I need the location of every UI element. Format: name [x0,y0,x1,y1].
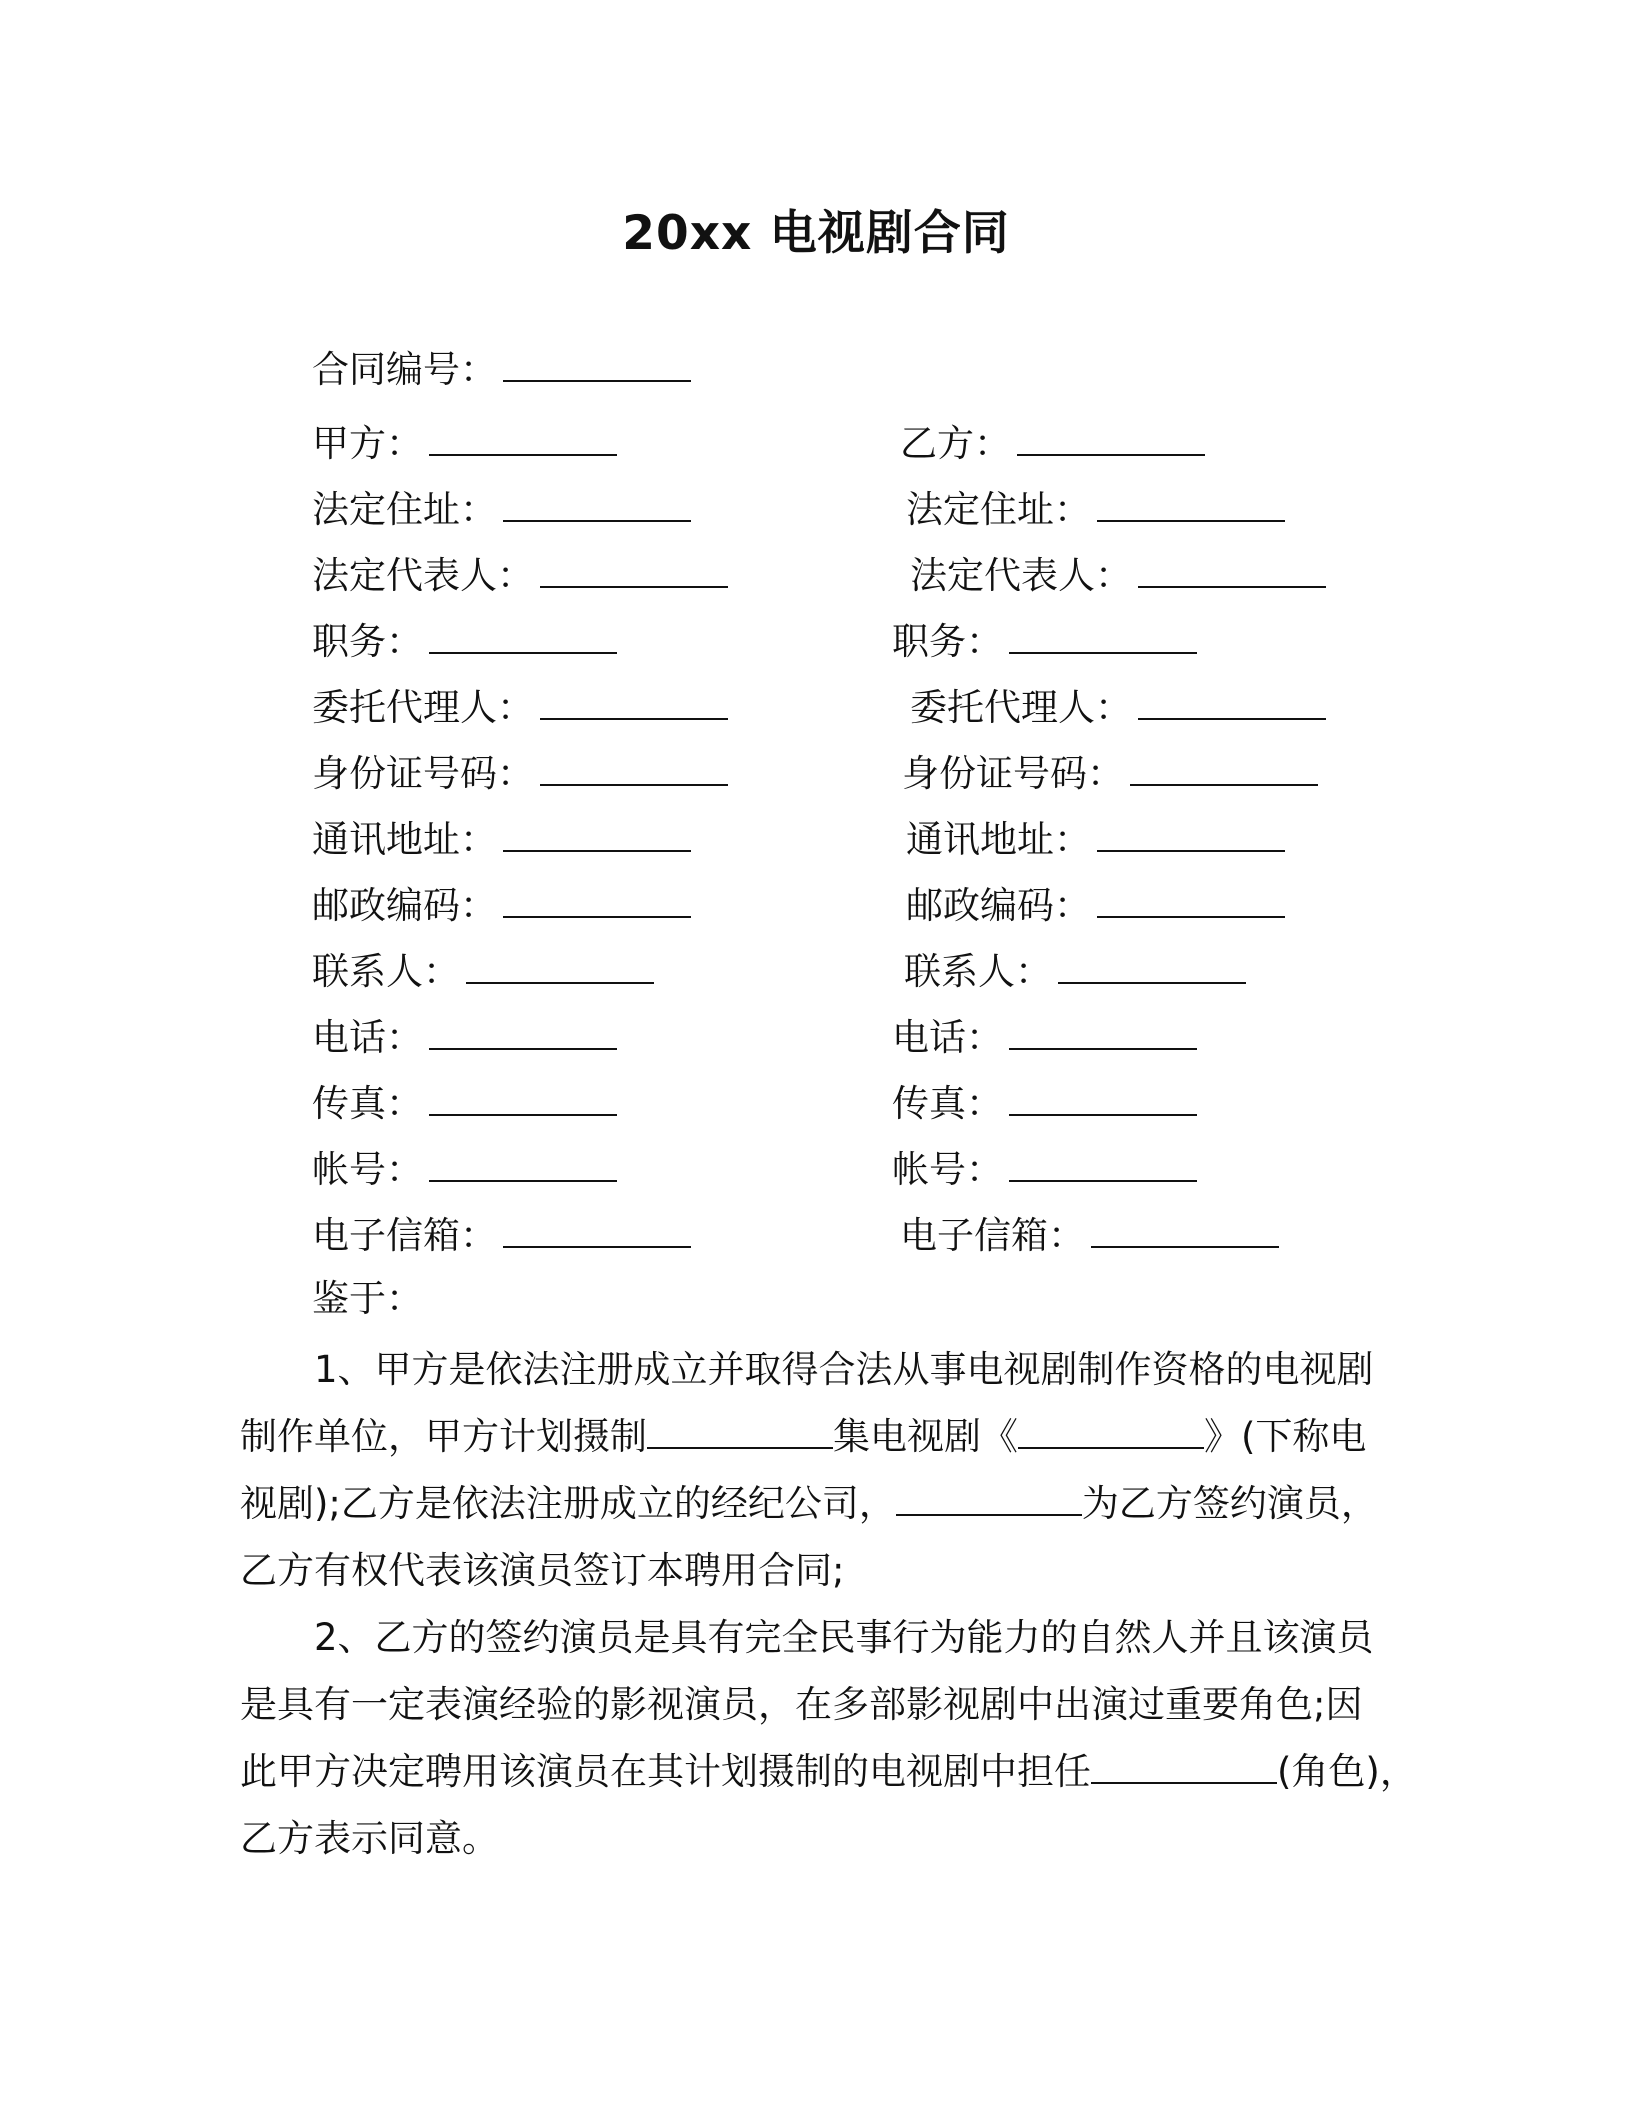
party-b-address-field [906,484,1285,533]
party-a-contact-label: 联系人： [312,950,460,993]
clause-2-line-3-part-b: (角色)， [1277,1750,1417,1793]
party-a-name-field [312,418,617,467]
party-a-agent-blank [540,682,728,720]
party-b-account-field [892,1144,1197,1193]
party-b-id-label: 身份证号码： [902,752,1124,795]
party-b-position-field [892,616,1197,665]
clause-1-line-2 [240,1403,1392,1470]
contract-number-label: 合同编号： [312,348,497,391]
party-a-phone-blank [429,1012,617,1050]
party-a-address-field [312,484,691,533]
document-title: 20xx 电视剧合同 [622,206,1010,261]
party-a-postcode-blank [503,880,691,918]
party-b-contact-field [904,946,1246,995]
clause-1-line-4: 乙方有权代表该演员签订本聘用合同; [240,1549,845,1592]
party-b-contact-blank [1058,946,1246,984]
contract-number-blank [503,344,691,382]
party-a-account-blank [429,1144,617,1182]
party-b-mail-address-blank [1097,814,1285,852]
party-a-fax-label: 传真： [312,1082,423,1125]
party-a-id-blank [540,748,728,786]
role-blank [1091,1748,1277,1784]
party-b-legal-rep-field [910,550,1326,599]
party-b-account-blank [1009,1144,1197,1182]
party-a-phone-label: 电话： [312,1016,423,1059]
clause-1-line-2-part-a: 制作单位，甲方计划摄制 [240,1415,647,1458]
party-a-contact-field [312,946,654,995]
party-b-mail-address-label: 通讯地址： [906,818,1091,861]
party-a-id-label: 身份证号码： [312,752,534,795]
party-a-fax-blank [429,1078,617,1116]
party-b-postcode-field [906,880,1285,929]
party-b-fax-blank [1009,1078,1197,1116]
clause-1-line-3-part-b: 为乙方签约演员， [1081,1482,1378,1525]
clause-1-line-2-part-b: 集电视剧《 [833,1415,1018,1458]
party-a-position-field [312,616,617,665]
clause-1-line-3-part-a: 视剧);乙方是依法注册成立的经纪公司， [240,1482,896,1525]
party-b-postcode-label: 邮政编码： [906,884,1091,927]
party-a-name-blank [429,418,617,456]
party-a-mail-address-blank [503,814,691,852]
party-a-mail-address-field [312,814,691,863]
whereas-heading: 鉴于： [312,1277,423,1320]
drama-title-blank [1018,1413,1204,1449]
party-a-email-blank [503,1210,691,1248]
party-b-address-label: 法定住址： [906,488,1091,531]
party-b-email-field [900,1210,1279,1259]
party-b-name-blank [1017,418,1205,456]
party-b-address-blank [1097,484,1285,522]
party-a-name-label: 甲方： [312,422,423,465]
clause-2-line-2: 是具有一定表演经验的影视演员，在多部影视剧中出演过重要角色;因 [240,1683,1363,1726]
party-b-id-field [902,748,1318,797]
clause-1-line-3 [240,1470,1392,1537]
party-b-postcode-blank [1097,880,1285,918]
party-a-account-field [312,1144,617,1193]
party-a-mail-address-label: 通讯地址： [312,818,497,861]
party-a-agent-field [312,682,728,731]
party-b-email-blank [1091,1210,1279,1248]
party-a-account-label: 帐号： [312,1148,423,1191]
party-b-name-field [900,418,1205,467]
party-b-account-label: 帐号： [892,1148,1003,1191]
party-b-name-label: 乙方： [900,422,1011,465]
party-b-phone-field [892,1012,1197,1061]
party-b-agent-blank [1138,682,1326,720]
party-a-position-blank [429,616,617,654]
party-a-email-field [312,1210,691,1259]
party-a-legal-rep-blank [540,550,728,588]
clause-1-line-2-part-c: 》(下称电 [1204,1415,1367,1458]
party-b-contact-label: 联系人： [904,950,1052,993]
party-a-position-label: 职务： [312,620,423,663]
party-a-address-blank [503,484,691,522]
contract-number-field [312,344,691,393]
party-a-postcode-label: 邮政编码： [312,884,497,927]
party-b-phone-label: 电话： [892,1016,1003,1059]
party-a-contact-blank [466,946,654,984]
party-b-agent-field [910,682,1326,731]
party-a-legal-rep-label: 法定代表人： [312,554,534,597]
party-b-agent-label: 委托代理人： [910,686,1132,729]
party-a-email-label: 电子信箱： [312,1214,497,1257]
party-b-legal-rep-label: 法定代表人： [910,554,1132,597]
party-b-position-label: 职务： [892,620,1003,663]
clause-2-line-1: 2、乙方的签约演员是具有完全民事行为能力的自然人并且该演员 [314,1616,1374,1659]
clause-2-line-3 [240,1738,1417,1805]
party-b-fax-label: 传真： [892,1082,1003,1125]
party-a-address-label: 法定住址： [312,488,497,531]
clause-2-line-3-part-a: 此甲方决定聘用该演员在其计划摄制的电视剧中担任 [240,1750,1091,1793]
party-a-legal-rep-field [312,550,728,599]
party-b-phone-blank [1009,1012,1197,1050]
party-b-id-blank [1130,748,1318,786]
clause-2-line-4: 乙方表示同意。 [240,1817,499,1860]
party-a-fax-field [312,1078,617,1127]
clause-1 [240,1336,1392,1604]
party-a-id-field [312,748,728,797]
party-a-postcode-field [312,880,691,929]
party-b-email-label: 电子信箱： [900,1214,1085,1257]
party-b-position-blank [1009,616,1197,654]
party-b-fax-field [892,1078,1197,1127]
clause-2 [240,1604,1417,1872]
party-b-mail-address-field [906,814,1285,863]
party-a-phone-field [312,1012,617,1061]
party-a-agent-label: 委托代理人： [312,686,534,729]
clause-1-line-1: 1、甲方是依法注册成立并取得合法从事电视剧制作资格的电视剧 [314,1348,1374,1391]
party-b-legal-rep-blank [1138,550,1326,588]
episode-count-blank [647,1413,833,1449]
actor-name-blank [896,1480,1082,1516]
